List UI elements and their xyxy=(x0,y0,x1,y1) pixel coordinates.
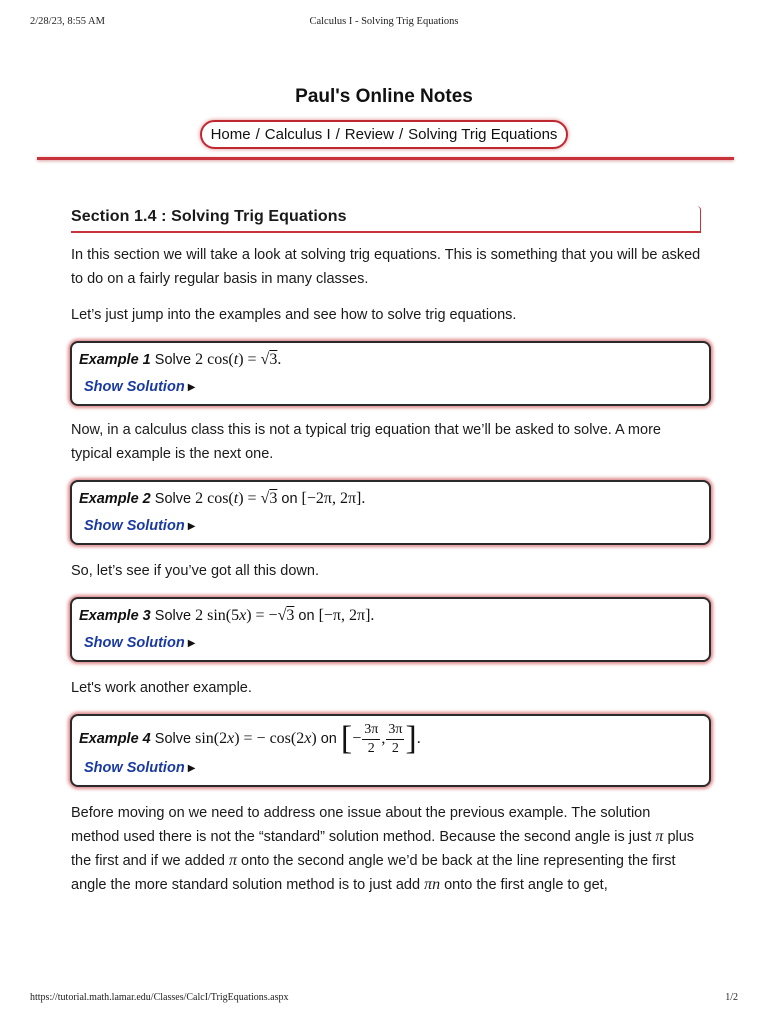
expand-triangle-icon: ▶ xyxy=(187,638,196,649)
expand-triangle-icon: ▶ xyxy=(187,382,196,393)
example-label: Example 3 xyxy=(79,608,151,624)
print-page-title: Calculus I - Solving Trig Equations xyxy=(309,16,459,27)
breadcrumb-calculus-i[interactable]: Calculus I xyxy=(264,126,331,143)
example-box xyxy=(70,480,711,545)
equation: sin(2x) = − cos(2x) xyxy=(195,730,317,747)
jump-in-paragraph: Let’s just jump into the examples and see how to solve trig equations. xyxy=(71,307,517,323)
interval: [−π, 2π]. xyxy=(318,607,375,624)
print-header xyxy=(30,16,738,32)
print-page-number: 1/2 xyxy=(725,992,738,1003)
show-solution-link[interactable]: Show Solution ▶ xyxy=(84,379,196,395)
equation: 2 cos(t) = √3 xyxy=(195,490,278,507)
breadcrumb-separator: / xyxy=(398,126,404,143)
equation: 2 cos(t) = √3. xyxy=(195,351,282,368)
equation: 2 sin(5x) = −√3 xyxy=(195,607,295,624)
example-label: Example 1 xyxy=(79,352,151,368)
interval-word: on xyxy=(281,491,298,507)
fraction: $\frac{3\pi}{2}$ xyxy=(364,721,379,756)
expand-triangle-icon: ▶ xyxy=(187,763,196,774)
breadcrumb xyxy=(200,120,568,149)
solve-word: Solve xyxy=(154,352,192,368)
fraction: $\frac{3\pi}{2}$ xyxy=(388,721,403,756)
interval-word: on xyxy=(298,608,315,624)
example-label: Example 2 xyxy=(79,491,151,507)
main-content xyxy=(71,206,701,897)
example-label: Example 4 xyxy=(79,731,151,747)
title-divider xyxy=(37,157,734,160)
print-footer xyxy=(30,992,738,1006)
print-datetime: 2/28/23, 8:55 AM xyxy=(30,16,105,27)
interval: [−2π, 2π]. xyxy=(301,490,366,507)
breadcrumb-separator: / xyxy=(255,126,260,143)
paragraph-before-example-3: So, let’s see if you’ve got all this down. xyxy=(71,563,319,579)
breadcrumb-review[interactable]: Review xyxy=(344,126,394,143)
site-title[interactable]: Paul's Online Notes xyxy=(295,86,473,107)
show-solution-link[interactable]: Show Solution ▶ xyxy=(84,518,196,534)
interval: [ − $\frac{3\pi}{2}$ , $\frac{3\pi}{2}$ ] . xyxy=(340,720,421,757)
expand-triangle-icon: ▶ xyxy=(187,521,196,532)
example-box xyxy=(70,597,711,662)
solve-word: Solve xyxy=(154,731,192,747)
example-box xyxy=(70,714,711,787)
breadcrumb-current: Solving Trig Equations xyxy=(408,126,558,143)
breadcrumb-separator: / xyxy=(335,126,340,143)
breadcrumb-home[interactable]: Home xyxy=(210,126,251,143)
print-url: https://tutorial.math.lamar.edu/Classes/CalcI/TrigEquations.aspx xyxy=(30,992,289,1003)
example-box xyxy=(70,341,711,406)
show-solution-link[interactable]: Show Solution ▶ xyxy=(84,635,196,651)
solve-word: Solve xyxy=(154,608,192,624)
section-heading: Section 1.4 : Solving Trig Equations xyxy=(71,206,701,233)
closing-paragraph: Before moving on we need to address one issue about the previous example. The solution method used there is not the “standard” solution method. Because the second angle is just π plus the first and if we added π onto the second angle we’d be back at the line representing the first angle the more standard solution method is to just add πn onto the first angle to get, xyxy=(71,805,695,893)
solve-word: Solve xyxy=(154,491,192,507)
show-solution-link[interactable]: Show Solution ▶ xyxy=(84,760,196,776)
intro-paragraph: In this section we will take a look at solving trig equations. This is something that you will be asked to do on a fairly regular basis in many classes. xyxy=(71,247,701,287)
interval-word: on xyxy=(320,731,337,747)
paragraph-after-example-1: Now, in a calculus class this is not a typical trig equation that we’ll be asked to solve. A more typical example is the next one. xyxy=(71,422,661,462)
paragraph-before-example-4: Let's work another example. xyxy=(71,680,252,696)
